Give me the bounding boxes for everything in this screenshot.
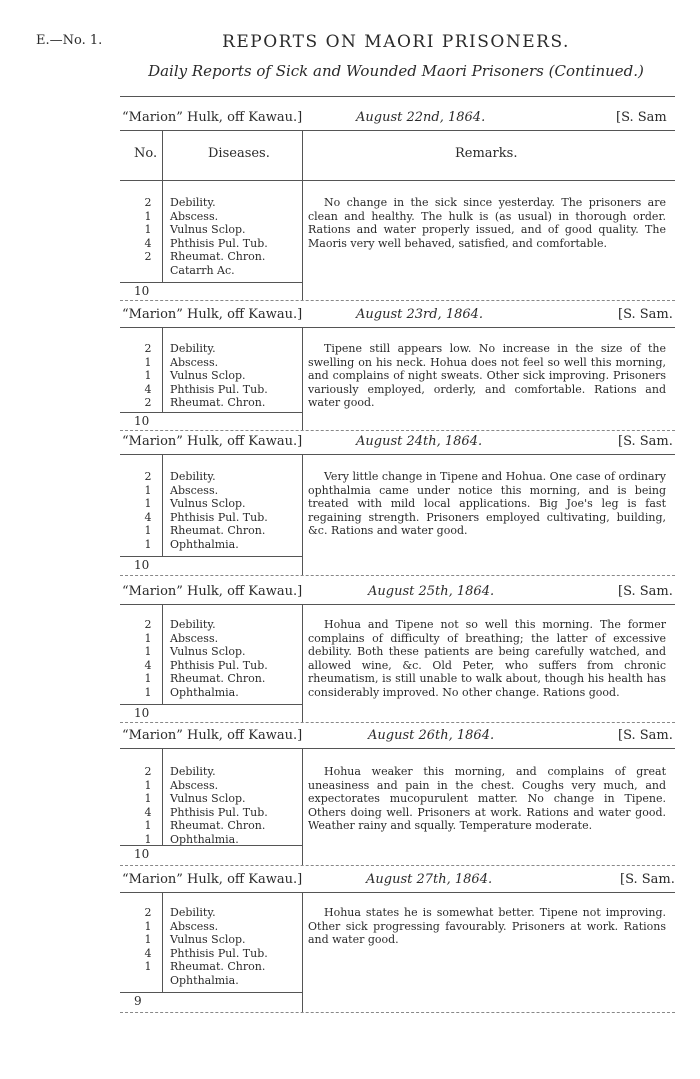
report-date: August 24th, 1864. bbox=[356, 434, 483, 449]
disease-name: Vulnus Sclop. bbox=[170, 497, 246, 510]
case-count: 1 bbox=[144, 524, 152, 537]
remarks-text: Tipene still appears low. No increase in the size of the swelling on his neck. Hohua does not feel so well this morning, and complains of night sweats. Other sick improving. Prisoners variously employed, orderly, and comfortable. Rations and water good. bbox=[308, 342, 666, 409]
total-count: 10 bbox=[134, 414, 150, 428]
case-count: 4 bbox=[144, 510, 152, 524]
case-count: 1 bbox=[144, 685, 152, 699]
signature: [S. Sam. bbox=[618, 307, 673, 322]
total-rule bbox=[120, 704, 302, 705]
disease-name: Phthisis Pul. Tub. bbox=[170, 236, 268, 250]
signature: [S. Sam. bbox=[618, 584, 673, 599]
disease-name: Vulnus Sclop. bbox=[170, 223, 246, 236]
entry-end-rule bbox=[120, 1012, 675, 1013]
disease-name: Debility. bbox=[170, 196, 216, 209]
hulk-location: “Marion” Hulk, off Kawau.] bbox=[122, 584, 303, 599]
column-divider bbox=[162, 454, 163, 556]
column-header-no: No. bbox=[134, 146, 158, 161]
column-divider bbox=[302, 130, 303, 300]
disease-name: Abscess. bbox=[170, 355, 219, 369]
total-rule bbox=[120, 282, 302, 283]
entry-end-rule bbox=[120, 575, 675, 576]
remarks-text: Hohua weaker this morning, and complains of great uneasiness and pain in the chest. Coughs very much, and expectorates mucopurulent matter. No change in Tipene. Others doing well. Prisoners at work. Rations and water good. Weather rainy and squally. Temperature moderate. bbox=[308, 765, 666, 832]
column-divider bbox=[302, 892, 303, 1012]
disease-name: Ophthalmia. bbox=[170, 832, 239, 846]
total-count: 10 bbox=[134, 558, 150, 572]
hulk-location: “Marion” Hulk, off Kawau.] bbox=[122, 110, 303, 125]
disease-name: Abscess. bbox=[170, 631, 219, 645]
case-count: 1 bbox=[144, 832, 152, 846]
disease-name: Debility. bbox=[170, 765, 216, 778]
total-rule bbox=[120, 412, 302, 413]
case-count: 1 bbox=[144, 355, 152, 369]
page-subtitle: Daily Reports of Sick and Wounded Maori Prisoners (Continued.) bbox=[148, 62, 644, 80]
case-count: 2 bbox=[144, 250, 152, 263]
case-count: 1 bbox=[144, 631, 152, 645]
case-count: 4 bbox=[144, 236, 152, 250]
disease-name: Vulnus Sclop. bbox=[170, 933, 246, 946]
case-count: 1 bbox=[144, 792, 152, 805]
remarks-text: Hohua and Tipene not so well this morning. The former complains of difficulty of breathing; the latter of excessive debility. Both these patients are being carefully watched, and allowed wine, &c. Old Peter, who suffers from chronic rheumatism, is still unable to walk about, though his health has considerably improved. No other change. Rations good. bbox=[308, 618, 666, 699]
column-divider bbox=[162, 327, 163, 412]
case-count: 1 bbox=[144, 672, 152, 685]
case-count: 1 bbox=[144, 960, 152, 973]
report-date: August 27th, 1864. bbox=[366, 872, 493, 887]
case-count: 1 bbox=[144, 819, 152, 832]
disease-name: Vulnus Sclop. bbox=[170, 369, 246, 382]
column-divider bbox=[162, 892, 163, 992]
column-header-diseases: Diseases. bbox=[208, 146, 270, 161]
disease-name: Abscess. bbox=[170, 209, 219, 223]
remarks-text: Hohua states he is somewhat better. Tipene not improving. Other sick progressing favourably. Prisoners at work. Rations and water good. bbox=[308, 906, 666, 946]
disease-name: Rheumat. Chron. bbox=[170, 250, 266, 263]
case-count: 1 bbox=[144, 933, 152, 946]
case-count: 2 bbox=[144, 765, 152, 778]
disease-name: Rheumat. Chron. bbox=[170, 396, 266, 409]
case-count: 1 bbox=[144, 919, 152, 933]
entry-rule bbox=[120, 454, 675, 455]
signature: [S. Sam. bbox=[618, 728, 673, 743]
case-count: 1 bbox=[144, 209, 152, 223]
case-count: 4 bbox=[144, 805, 152, 819]
case-count: 1 bbox=[144, 778, 152, 792]
signature: [S. Sam bbox=[616, 110, 667, 125]
case-count: 2 bbox=[144, 342, 152, 355]
case-count: 2 bbox=[144, 196, 152, 209]
case-count: 1 bbox=[144, 497, 152, 510]
disease-name: Ophthalmia. bbox=[170, 685, 239, 699]
disease-name: Ophthalmia. bbox=[170, 537, 239, 551]
disease-name: Catarrh Ac. bbox=[170, 263, 235, 277]
disease-name: Phthisis Pul. Tub. bbox=[170, 510, 268, 524]
disease-name: Rheumat. Chron. bbox=[170, 524, 266, 537]
page-title: REPORTS ON MAORI PRISONERS. bbox=[222, 32, 570, 52]
column-divider bbox=[302, 748, 303, 865]
column-divider bbox=[162, 130, 163, 282]
entry-end-rule bbox=[120, 430, 675, 431]
hulk-location: “Marion” Hulk, off Kawau.] bbox=[122, 872, 303, 887]
disease-name: Debility. bbox=[170, 342, 216, 355]
disease-name: Debility. bbox=[170, 906, 216, 919]
disease-name: Debility. bbox=[170, 618, 216, 631]
remarks-text: Very little change in Tipene and Hohua. One case of ordinary ophthalmia came under notice this morning, and is being treated with mild local applications. Big Joe's leg is fast regaining strength. Prisoners employed cultivating, building, &c. Rations and water good. bbox=[308, 470, 666, 537]
hulk-location: “Marion” Hulk, off Kawau.] bbox=[122, 728, 303, 743]
case-count: 2 bbox=[144, 470, 152, 483]
column-header-rule bbox=[120, 180, 675, 181]
entry-rule bbox=[120, 604, 675, 605]
signature: [S. Sam. bbox=[618, 434, 673, 449]
entry-end-rule bbox=[120, 865, 675, 866]
report-date: August 22nd, 1864. bbox=[356, 110, 486, 125]
entry-end-rule bbox=[120, 722, 675, 723]
case-count: 4 bbox=[144, 658, 152, 672]
disease-name: Abscess. bbox=[170, 483, 219, 497]
column-divider bbox=[162, 604, 163, 704]
column-divider bbox=[162, 748, 163, 845]
disease-name: Phthisis Pul. Tub. bbox=[170, 946, 268, 960]
entry-end-rule bbox=[120, 300, 675, 301]
case-count: 1 bbox=[144, 369, 152, 382]
case-count: 2 bbox=[144, 396, 152, 409]
disease-name: Rheumat. Chron. bbox=[170, 819, 266, 832]
disease-name: Phthisis Pul. Tub. bbox=[170, 805, 268, 819]
total-count: 10 bbox=[134, 284, 150, 298]
disease-name: Debility. bbox=[170, 470, 216, 483]
signature: [S. Sam. bbox=[620, 872, 675, 887]
column-divider bbox=[302, 604, 303, 722]
case-count: 2 bbox=[144, 618, 152, 631]
disease-name: Phthisis Pul. Tub. bbox=[170, 658, 268, 672]
total-rule bbox=[120, 556, 302, 557]
remarks-text: No change in the sick since yesterday. The prisoners are clean and healthy. The hulk is (as usual) in thorough order. Rations and water properly issued, and of good quality. The Maoris very well behaved, satisfied, and comfortable. bbox=[308, 196, 666, 250]
disease-name: Abscess. bbox=[170, 919, 219, 933]
total-count: 10 bbox=[134, 847, 150, 861]
total-count: 10 bbox=[134, 706, 150, 720]
disease-name: Ophthalmia. bbox=[170, 973, 239, 987]
page-ref: E.—No. 1. bbox=[36, 33, 103, 48]
case-count: 4 bbox=[144, 946, 152, 960]
case-count: 1 bbox=[144, 223, 152, 236]
report-date: August 25th, 1864. bbox=[368, 584, 495, 599]
column-divider bbox=[302, 327, 303, 430]
case-count: 2 bbox=[144, 906, 152, 919]
disease-name: Abscess. bbox=[170, 778, 219, 792]
case-count: 1 bbox=[144, 483, 152, 497]
total-count: 9 bbox=[134, 994, 142, 1008]
disease-name: Phthisis Pul. Tub. bbox=[170, 382, 268, 396]
case-count: 1 bbox=[144, 537, 152, 551]
hulk-location: “Marion” Hulk, off Kawau.] bbox=[122, 307, 303, 322]
case-count: 4 bbox=[144, 382, 152, 396]
header-rule bbox=[120, 96, 675, 97]
disease-name: Rheumat. Chron. bbox=[170, 960, 266, 973]
entry-rule bbox=[120, 130, 675, 131]
hulk-location: “Marion” Hulk, off Kawau.] bbox=[122, 434, 303, 449]
report-date: August 23rd, 1864. bbox=[356, 307, 484, 322]
disease-name: Vulnus Sclop. bbox=[170, 645, 246, 658]
total-rule bbox=[120, 992, 302, 993]
report-date: August 26th, 1864. bbox=[368, 728, 495, 743]
entry-rule bbox=[120, 892, 675, 893]
total-rule bbox=[120, 845, 302, 846]
column-divider bbox=[302, 454, 303, 575]
column-header-remarks: Remarks. bbox=[455, 146, 518, 161]
entry-rule bbox=[120, 748, 675, 749]
disease-name: Vulnus Sclop. bbox=[170, 792, 246, 805]
case-count: 1 bbox=[144, 645, 152, 658]
entry-rule bbox=[120, 327, 675, 328]
disease-name: Rheumat. Chron. bbox=[170, 672, 266, 685]
